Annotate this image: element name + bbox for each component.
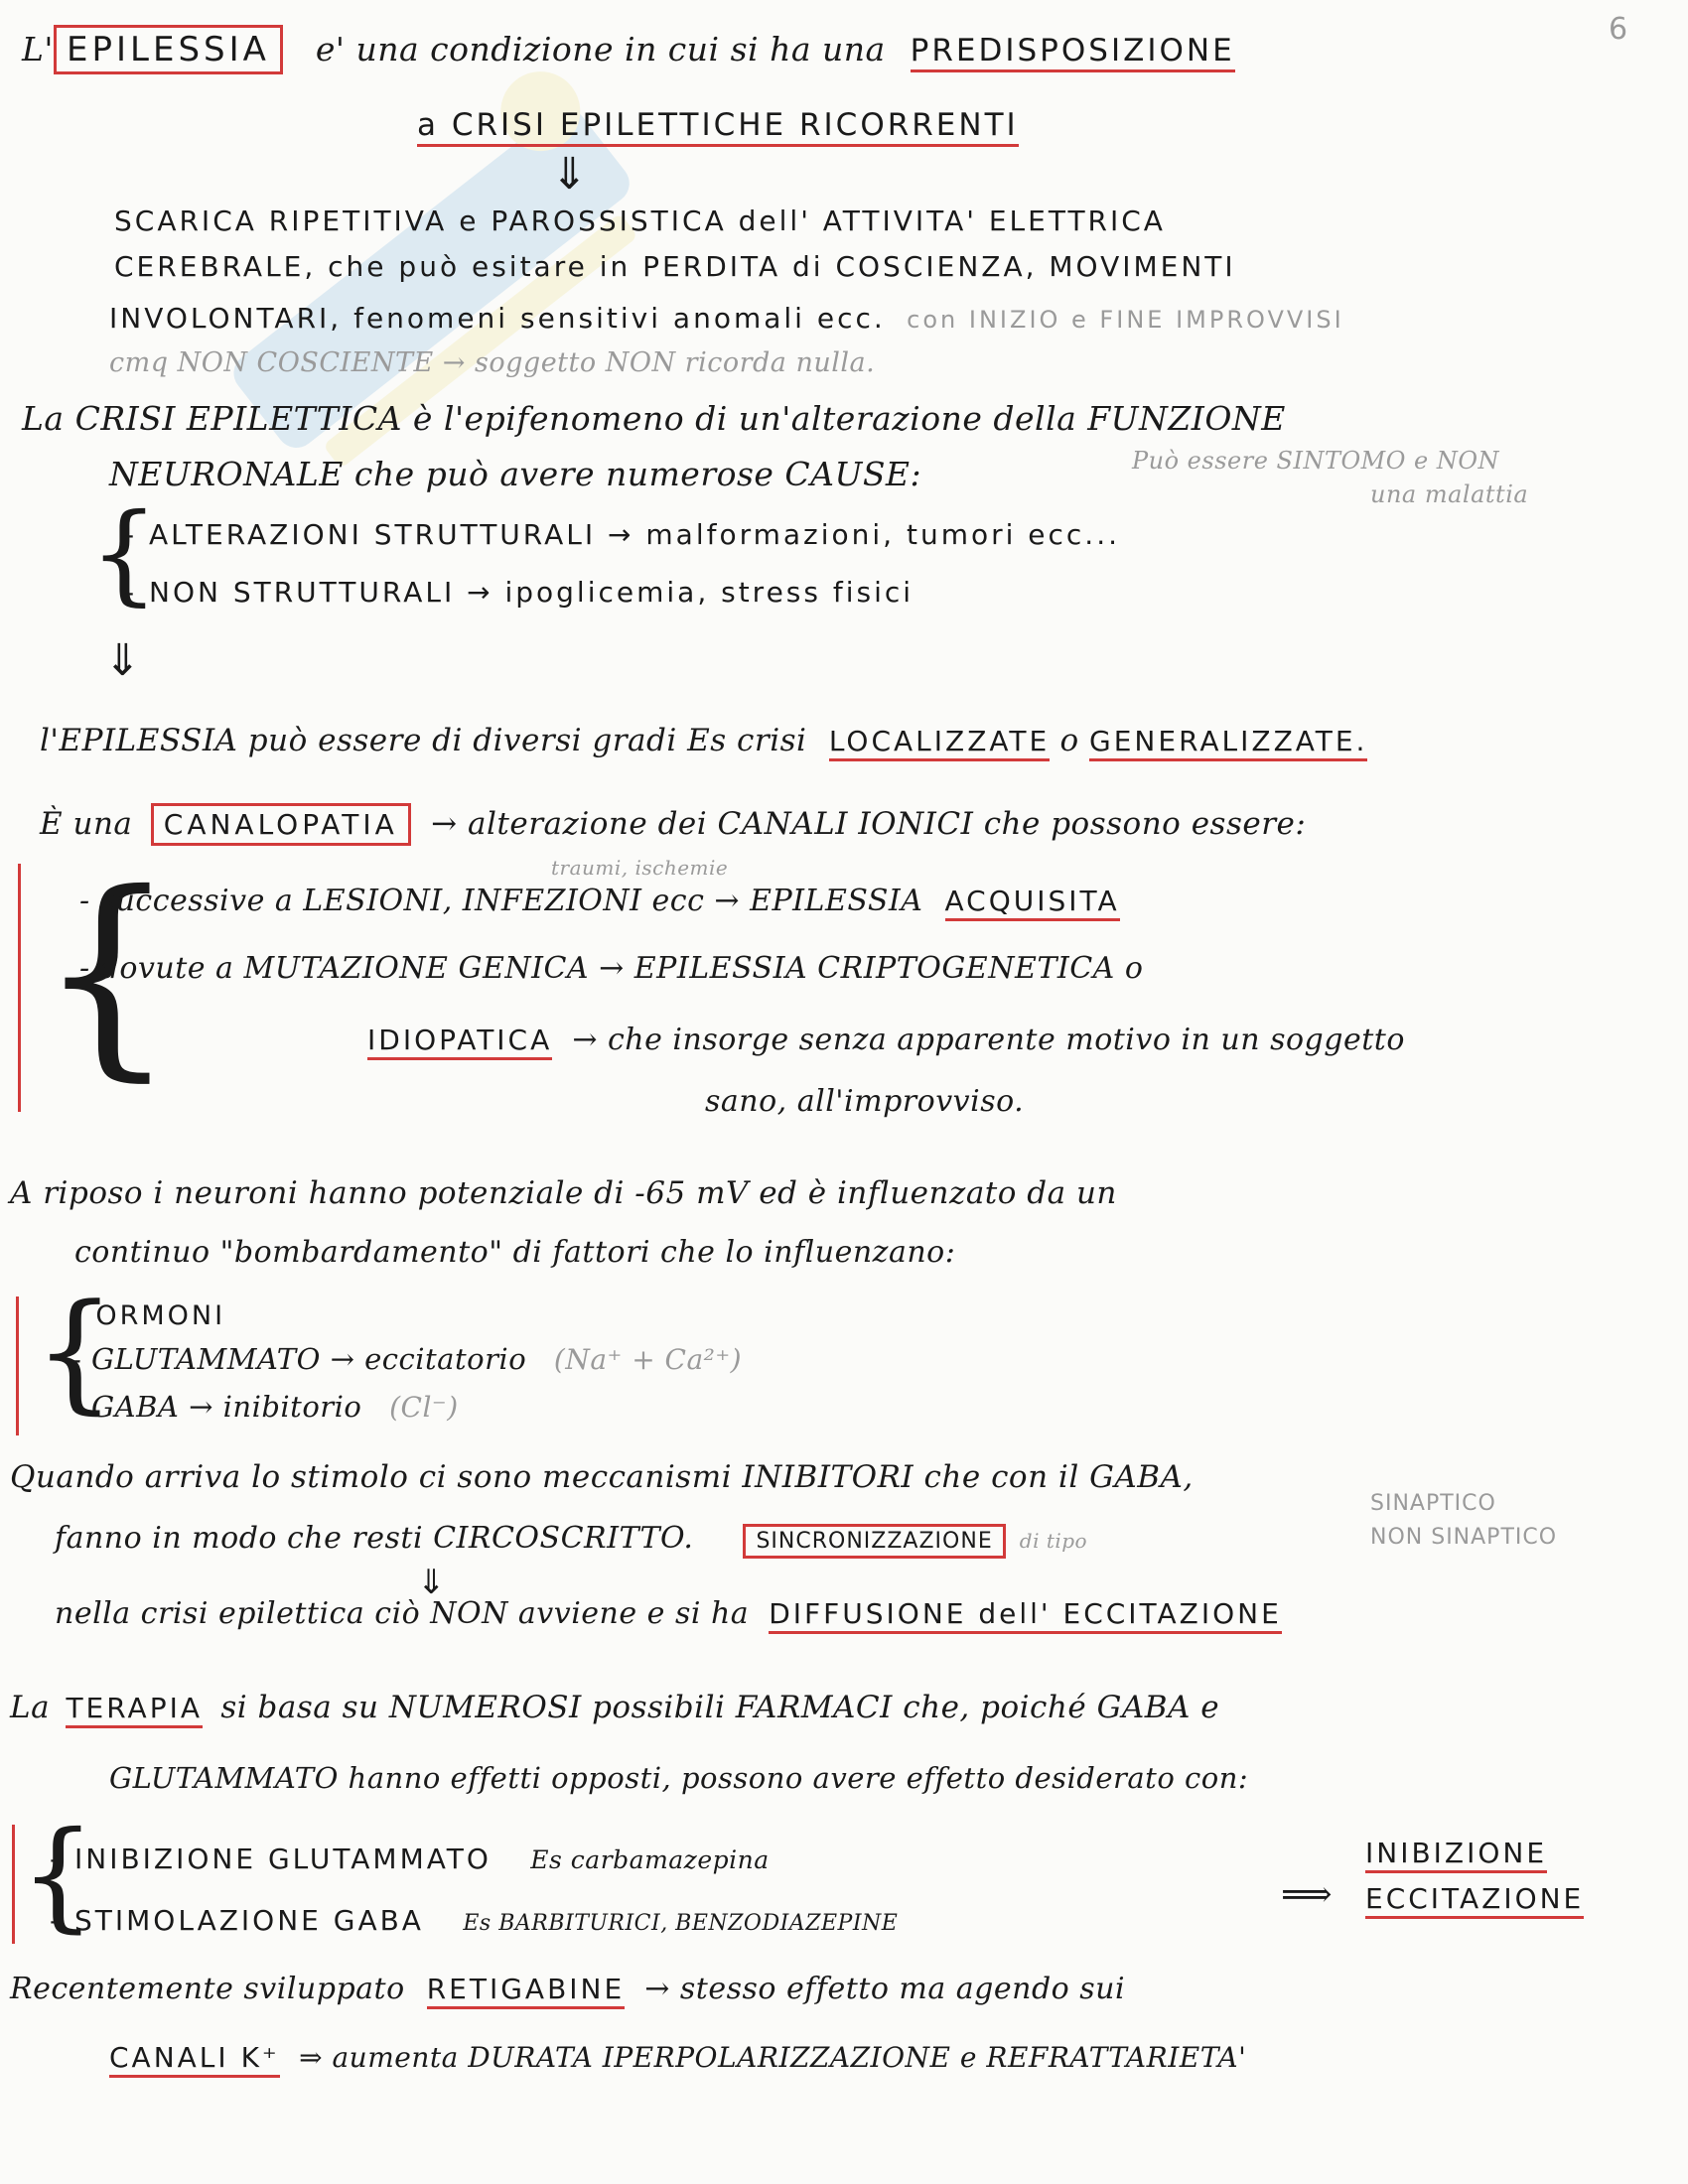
note-non-sinaptico: NON SINAPTICO <box>1370 1525 1558 1550</box>
brace: { <box>34 1276 116 1427</box>
line-17: A riposo i neuroni hanno potenziale di -65 mV ed è influenzato da un <box>10 1175 1117 1211</box>
text: o <box>1059 723 1079 758</box>
line-11 <box>40 723 1367 758</box>
text: → alterazione dei CANALI IONICI che possono essere: <box>431 806 1307 842</box>
brace: { <box>89 489 159 616</box>
line-16: sano, all'improvviso. <box>705 1084 1025 1119</box>
text: - STIMOLAZIONE GABA <box>50 1904 424 1937</box>
page-number: 6 <box>1609 12 1628 47</box>
term-idiopatica: IDIOPATICA <box>367 1024 552 1060</box>
text: - GABA → inibitorio <box>71 1390 362 1424</box>
text: Recentemente sviluppato <box>10 1972 405 2006</box>
line-20 <box>71 1342 742 1376</box>
term-retigabine: RETIGABINE <box>427 1973 625 2009</box>
line-2: a CRISI EPILETTICHE RICORRENTI <box>417 107 1019 147</box>
text: INVOLONTARI, fenomeni sensitivi anomali ecc. <box>109 302 886 335</box>
line-7: La CRISI EPILETTICA è l'epifenomeno di un'alterazione della FUNZIONE <box>22 399 1286 438</box>
line-25 <box>10 1690 1219 1725</box>
term-terapia: TERAPIA <box>66 1692 203 1728</box>
text: → che insorge senza apparente motivo in un soggetto <box>572 1023 1405 1057</box>
line-6: cmq NON COSCIENTE → soggetto NON ricorda nulla. <box>109 347 876 378</box>
line-9: - ALTERAZIONI STRUTTURALI → malformazioni, tumori ecc... <box>124 518 1121 551</box>
side-note-malattia: una malattia <box>1370 480 1529 508</box>
term-sincronizzazione: SINCRONIZZAZIONE <box>743 1524 1005 1559</box>
line-12 <box>40 806 1306 842</box>
example-barbiturici: Es BARBITURICI, BENZODIAZEPINE <box>463 1911 899 1936</box>
text: L' <box>22 30 54 68</box>
text: di tipo <box>1019 1529 1088 1553</box>
text: l'EPILESSIA può essere di diversi gradi Es crisi <box>40 723 807 758</box>
brace: { <box>38 846 177 1100</box>
text: fanno in modo che resti CIRCOSCRITTO. <box>55 1521 694 1556</box>
text: nella crisi epilettica ciò NON avviene e si ha <box>55 1596 750 1631</box>
margin-bar <box>12 1825 15 1944</box>
text: È una <box>40 806 133 842</box>
example-carbamazepina: Es carbamazepina <box>530 1845 770 1874</box>
note-sinaptico: SINAPTICO <box>1370 1491 1496 1516</box>
ions-na-ca: (Na⁺ + Ca²⁺) <box>553 1343 743 1376</box>
brace: { <box>20 1807 96 1945</box>
line-23 <box>55 1521 1087 1556</box>
side-note-sintomo: Può essere SINTOMO e NON <box>1132 447 1500 475</box>
line-13 <box>79 884 1120 918</box>
line-24 <box>55 1596 1282 1631</box>
text: si basa su NUMEROSI possibili FARMACI che, poiché GABA e <box>220 1690 1220 1725</box>
annotation-traumi: traumi, ischemie <box>551 856 729 880</box>
line-27 <box>50 1843 770 1875</box>
text: e' una condizione in cui si ha una <box>315 30 886 68</box>
implies-arrow-icon: ⟹ <box>1281 1874 1334 1915</box>
term-canali-k: CANALI K⁺ <box>109 2041 280 2078</box>
text: La <box>10 1690 51 1725</box>
line-8 <box>109 455 921 493</box>
line-4: CEREBRALE, che può esitare in PERDITA di COSCIENZA, MOVIMENTI <box>114 250 1236 283</box>
term-canalopatia: CANALOPATIA <box>151 803 411 846</box>
double-arrow-down-icon: ⇓ <box>104 635 141 686</box>
line-26: GLUTAMMATO hanno effetti opposti, possono avere effetto desiderato con: <box>109 1761 1249 1795</box>
line-22: Quando arriva lo stimolo ci sono meccanismi INIBITORI che con il GABA, <box>10 1459 1194 1495</box>
double-arrow-down-icon: ⇓ <box>417 1563 446 1602</box>
line-15 <box>367 1023 1405 1057</box>
term-generalizzate: GENERALIZZATE. <box>1089 725 1367 761</box>
line-19: - ORMONI <box>71 1300 226 1331</box>
line-18: continuo "bombardamento" di fattori che lo influenzano: <box>74 1235 956 1270</box>
margin-bar <box>18 864 21 1112</box>
text: - INIBIZIONE GLUTAMMATO <box>50 1843 492 1875</box>
result-eccitazione: ECCITAZIONE <box>1365 1882 1584 1919</box>
term-epilessia: EPILESSIA <box>54 25 283 74</box>
text: ⇒ aumenta DURATA IPERPOLARIZZAZIONE e REFRATTARIETA' <box>299 2041 1247 2074</box>
side-note: con INIZIO e FINE IMPROVVISI <box>907 306 1344 334</box>
text: - successive a LESIONI, INFEZIONI ecc → EPILESSIA <box>79 884 923 918</box>
text: → stesso effetto ma agendo sui <box>644 1972 1126 2006</box>
margin-bar <box>16 1297 19 1435</box>
line-1 <box>22 30 1235 69</box>
line-3: SCARICA RIPETITIVA e PAROSSISTICA dell' ATTIVITA' ELETTRICA <box>114 205 1166 237</box>
term-localizzate: LOCALIZZATE <box>829 725 1050 761</box>
line-30 <box>109 2041 1246 2074</box>
line-28 <box>50 1904 898 1937</box>
line-14: - dovute a MUTAZIONE GENICA → EPILESSIA CRIPTOGENETICA o <box>79 951 1144 986</box>
text: NEURONALE che può avere numerose CAUSE: <box>109 455 922 493</box>
double-arrow-down-icon: ⇓ <box>551 149 588 200</box>
ions-cl: (Cl⁻) <box>389 1391 459 1424</box>
line-29 <box>10 1972 1125 2006</box>
line-10: - NON STRUTTURALI → ipoglicemia, stress fisici <box>124 576 914 609</box>
result-inibizione: INIBIZIONE <box>1365 1837 1547 1873</box>
line-5 <box>109 302 1344 335</box>
term-diffusione: DIFFUSIONE dell' ECCITAZIONE <box>769 1597 1282 1634</box>
text: - GLUTAMMATO → eccitatorio <box>71 1342 527 1376</box>
term-predisposizione: PREDISPOSIZIONE <box>911 33 1235 72</box>
line-21 <box>71 1390 459 1424</box>
term-acquisita: ACQUISITA <box>945 885 1120 921</box>
